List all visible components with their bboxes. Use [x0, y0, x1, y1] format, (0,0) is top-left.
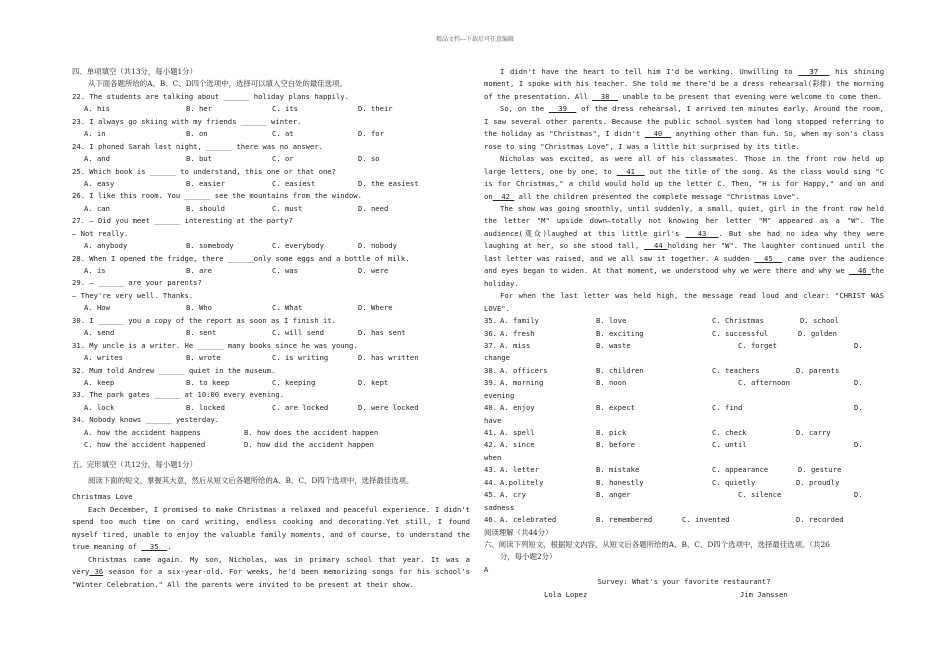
question-stem: 32. Mum told Andrew ______ quiet in the museum. [72, 365, 276, 375]
option-a: A.politely [500, 477, 544, 487]
option-c: C. was [272, 266, 298, 275]
option-b: B. her [186, 104, 212, 114]
option-b: B. easier [186, 178, 225, 188]
survey-name-1: Lola Lopez [544, 589, 588, 599]
option-row [72, 352, 470, 364]
option-a: A. fresh [500, 328, 535, 338]
option-row [72, 377, 470, 389]
question-stem: 23. I always go skiing with my friends ______ winter. [72, 116, 302, 126]
option-c: C. or [272, 154, 294, 164]
option-c: C. keeping [272, 377, 316, 387]
option-row [72, 103, 470, 115]
blank-39: 39 [558, 104, 567, 114]
option-d: D. recorded [796, 515, 844, 525]
option-d: D. need [358, 203, 389, 213]
passage-paragraph: I didn't have the heart to tell him I'd be working. Unwilling to 37 his shining moment, I spoke with his teacher. She told me there'd be a dress rehearsal(彩排) the morning of the presentation. All 38 unable to be present that evening were welcome to come then. [484, 67, 885, 101]
passage-paragraph: Nicholas was excited, as were all of his classmates. Those in the front row held up large letters, one by one, to 41 out the title of the song. As the class would sing "C is for Christmas," a child would hold up the letter C. Then, "H is for Happy," and on and on 42 all the children presented the complete message "Christmas Love". [484, 154, 885, 201]
option-d: D. for [358, 129, 384, 139]
option-a: A. miss [500, 340, 531, 350]
option-d-continued: change [484, 353, 510, 363]
option-c: C. invented [682, 515, 730, 525]
option-b: B. but [186, 154, 212, 164]
blank-43: 43 [697, 228, 707, 238]
option-d: D. [854, 340, 863, 350]
option-d: D. Where [358, 303, 393, 313]
cloze-number: 40. [484, 403, 497, 413]
passage-paragraph: Each December, I promised to make Christmas a relaxed and peaceful experience. I didn't spend too much time on card writing, endless cooking and decorating.Yet still, I found myself tired, unable to enjoy the valuable family moments, and of course, to understand the true meaning of 35 . [72, 504, 470, 552]
question-stem: 30. I ______ you a copy of the report as soon as I finish it. [72, 315, 336, 325]
cloze-option-row [484, 514, 884, 526]
option-d: D. golden [798, 328, 837, 338]
reading-title: 阅读理解（共44分） [484, 527, 553, 537]
option-b: B. waste [596, 340, 631, 350]
multiple-choice-list [72, 91, 470, 452]
option-d: D. gesture [798, 465, 842, 475]
option-b: B. should [186, 203, 225, 213]
question-stem: 25. Which book is ______ to understand, this one or that one? [72, 166, 336, 176]
option-b: B. anger [596, 490, 631, 500]
option-a: A. writes [84, 353, 123, 363]
option-a: A. enjoy [500, 403, 535, 413]
option-d: D. has sent [358, 328, 406, 338]
option-d: D. their [358, 104, 393, 114]
blank-44: 44 [654, 241, 663, 251]
section-5-instructions: 阅读下面的短文，掌握其大意，然后从短文后各题所给的A、B、C、D四个选项中，选择最佳选项。 [88, 476, 414, 485]
blank-42: 42 [501, 191, 510, 201]
option-c: C. find [712, 403, 743, 413]
option-b: B. expect [596, 403, 635, 413]
cloze-option-row [484, 328, 884, 340]
question-stem: 24. I phoned Sarah last night, ______ there was no answer. [72, 141, 323, 151]
blank-45: 45 [764, 253, 773, 263]
option-a: A. his [84, 104, 110, 114]
cloze-option-row [484, 402, 884, 414]
option-a: A. since [500, 440, 535, 450]
option-row [72, 178, 470, 190]
option-a: A. letter [500, 465, 539, 475]
option-c: C. everybody [272, 241, 324, 251]
option-row [72, 203, 470, 215]
passage-paragraph: So, on the 39 of the dress rehearsal, I arrived ten minutes early. Around the room, I saw several other parents. Because the public school system had long stopped referring to the holiday as "Christmas", I didn't 40 anything other than fun. So, when my son's class rose to sing "Christmas Love", I was a little bit surprised by its title. [484, 104, 885, 151]
option-b: B. mistake [596, 465, 640, 475]
option-a: A. can [84, 203, 110, 213]
option-d: D. [854, 490, 863, 500]
cloze-option-row [484, 464, 884, 476]
option-row [72, 128, 470, 140]
option-c: C. must [272, 203, 303, 213]
option-b: B. children [596, 365, 644, 375]
option-c: C. its [272, 104, 298, 114]
option-a: A. is [84, 266, 106, 275]
option-d: D. were [358, 266, 389, 275]
cloze-option-row [484, 315, 884, 327]
option-c: C. easiest [272, 178, 316, 188]
option-b: B. wrote [186, 353, 221, 363]
cloze-number: 45. [484, 490, 497, 500]
option-a: A. How [84, 303, 110, 313]
option-row [72, 402, 470, 414]
option-row [72, 153, 470, 165]
option-row [72, 427, 470, 439]
option-c: C. afternoon [738, 378, 790, 388]
passage-paragraph: The show was going smoothly, until suddenly, a small, quiet, girl in the front row held the letter "M" upside down—totally not knowing her letter "M" appeared as a "W". The audience(观众)laughed at this little girl's 43 . But she had no idea why they were laughing at her, so she stood tall, 44 holding her "W". The laughter continued until the last letter was raised, and we all saw it together. A sudden 45 came over the audience and eyes began to widen. At that moment, we understood why we were there and why we 46 the holiday. [484, 203, 885, 288]
option-c: C. appearance [712, 465, 769, 475]
passage-title: Christmas Love [72, 492, 133, 502]
cloze-number: 41. [484, 428, 497, 437]
option-d: D. proudly [796, 477, 840, 487]
option-a: A. keep [84, 377, 115, 387]
option-a: A. anybody [84, 241, 128, 251]
section-4-instructions: 从下面各题所给的A、B、C、D四个选项中，选择可以填入空白处的最佳选项。 [88, 79, 347, 89]
question-stem: 27. — Did you meet ______ interesting at the party? [72, 216, 293, 226]
cloze-number: 46. [484, 515, 497, 525]
option-b: B. how does the accident happen [244, 427, 379, 437]
blank-41: 41 [626, 166, 635, 176]
option-c: C. until [712, 440, 747, 450]
cloze-number: 36. [484, 328, 497, 338]
survey-name-2: Jim Janssen [740, 589, 788, 599]
option-a: A. how the accident happens [84, 427, 201, 437]
option-d: D. nobody [358, 241, 397, 251]
section-4-title: 四、单项填空（共13分，每小题1分） [72, 67, 197, 76]
option-a: A. spell [500, 428, 535, 437]
option-a: A. morning [500, 378, 544, 388]
option-a: A. send [84, 328, 115, 338]
option-d: D. the easiest [358, 178, 419, 188]
section-5-title: 五、完形填空（共12分，每小题1分） [72, 459, 197, 469]
option-d-continued: have [484, 415, 502, 425]
option-d-continued: when [484, 452, 502, 462]
option-b: B. before [596, 440, 635, 450]
option-c: C. at [272, 129, 294, 139]
option-b: B. Who [186, 303, 212, 313]
question-stem-response: — Not really. [72, 228, 129, 238]
option-a: A. and [84, 154, 110, 164]
option-d: D. has written [358, 353, 419, 363]
option-c: C. forget [738, 340, 777, 350]
option-d: D. school [800, 316, 839, 326]
cloze-option-row [484, 477, 884, 489]
section-6-title-cont: 分，每小题2分） [500, 552, 557, 562]
option-row [72, 265, 470, 277]
cloze-number: 44. [484, 477, 497, 487]
option-b: B. to keep [186, 377, 230, 387]
option-c: C. successful [712, 328, 769, 338]
option-c: C. Christmas [712, 316, 764, 326]
cloze-option-row [484, 377, 884, 389]
option-a: A. officers [500, 365, 548, 375]
question-stem: 31. My uncle is a writer. He ______ many books since he was young. [72, 340, 358, 350]
cloze-option-row [484, 340, 884, 352]
blank-35: 35 [149, 542, 159, 552]
option-c: C. What [272, 303, 303, 313]
option-c: C. quietly [712, 477, 756, 487]
option-row [72, 439, 470, 451]
right-column [484, 66, 884, 601]
cloze-option-row [484, 365, 884, 377]
option-d: D. kept [358, 377, 389, 387]
cloze-options-list [484, 315, 884, 526]
question-stem: 34. Nobody knows ______ yesterday. [72, 415, 220, 425]
option-a: A. lock [84, 402, 115, 412]
blank-40: 40 [653, 129, 663, 139]
cloze-number: 38. [484, 365, 497, 375]
option-b: B. love [596, 316, 627, 326]
part-a-label: A [484, 564, 489, 574]
option-b: B. pick [596, 428, 627, 437]
option-c: C. teachers [712, 365, 760, 375]
cloze-number: 37. [484, 340, 497, 350]
option-b: B. locked [186, 402, 225, 412]
option-b: B. honestly [596, 477, 644, 487]
cloze-number: 39. [484, 378, 497, 388]
question-stem-response: — They're very well. Thanks. [72, 290, 194, 300]
option-d: D. carry [796, 428, 831, 437]
option-a: A. easy [84, 178, 115, 188]
option-d-continued: evening [484, 390, 515, 400]
section-6-title: 六、阅读下列短文，根据短文内容，从短文后各题所给的A、B、C、D四个选项中，选择最佳选项。（共26 [484, 539, 830, 549]
option-b: B. sent [186, 328, 217, 338]
option-d: D. parents [796, 365, 840, 375]
option-d: D. were locked [358, 402, 419, 412]
option-row [72, 302, 470, 314]
option-c: C. will send [272, 328, 324, 338]
option-row [72, 327, 470, 339]
option-b: B. exciting [596, 328, 644, 338]
option-b: B. on [186, 129, 208, 139]
blank-36: 36 [94, 567, 104, 577]
blank-37: 37 [809, 67, 819, 76]
page-header: 精品文档---下载后可任意编辑 [435, 36, 515, 43]
passage-paragraph: Christmas came again. My son, Nicholas, was in primary school that year. It was a very 36 season for a six-year-old. For weeks, he'd been memorizing songs for his school's "Winter Celebration." All the parents were invited to be present at their show. [72, 554, 470, 589]
question-stem: 33. The park gates ______ at 10:00 every evening. [72, 390, 285, 400]
survey-title: Survey: What's your favorite restaurant? [597, 577, 771, 587]
option-d: D. [854, 403, 863, 413]
option-c: C. how the accident happened [84, 440, 206, 450]
question-stem: 22. The students are talking about ______ holiday plans happily. [72, 91, 349, 101]
passage-paragraph: For when the last letter was held high, the message read loud and clear: "CHRIST WAS LOVE". [484, 291, 884, 313]
option-d: D. how did the accident happen [244, 440, 374, 450]
option-a: A. cry [500, 490, 526, 500]
option-a: A. family [500, 316, 539, 326]
cloze-number: 43. [484, 465, 497, 475]
option-c: C. silence [738, 490, 782, 500]
option-b: B. noon [596, 378, 627, 388]
option-c: C. are locked [272, 402, 329, 412]
option-b: B. somebody [186, 241, 234, 251]
cloze-option-row [484, 439, 884, 451]
survey-names [484, 589, 884, 601]
cloze-number: 35. [484, 316, 497, 326]
question-stem: 28. When I opened the fridge, there ______only some eggs and a bottle of milk. [72, 253, 410, 263]
blank-46: 46 [857, 266, 867, 276]
option-a: A. celebrated [500, 515, 557, 525]
option-b: B. are [186, 266, 212, 275]
option-c: C. check [712, 428, 747, 437]
option-d: D. so [358, 154, 380, 164]
option-d: D. [854, 440, 863, 450]
option-a: A. in [84, 129, 106, 139]
question-stem: 26. I like this room. You ______ see the mountains from the window. [72, 191, 362, 201]
option-row [72, 240, 470, 252]
option-d-continued: sadness [484, 502, 515, 512]
cloze-number: 42. [484, 440, 497, 450]
option-c: C. is writing [272, 353, 329, 363]
blank-38: 38 [600, 91, 610, 101]
question-stem: 29. — ______ are your parents? [72, 278, 202, 288]
cloze-option-row [484, 489, 884, 501]
cloze-option-row [484, 427, 884, 439]
left-column [72, 66, 470, 591]
option-d: D. [854, 378, 863, 388]
option-b: B. remembered [596, 515, 653, 525]
